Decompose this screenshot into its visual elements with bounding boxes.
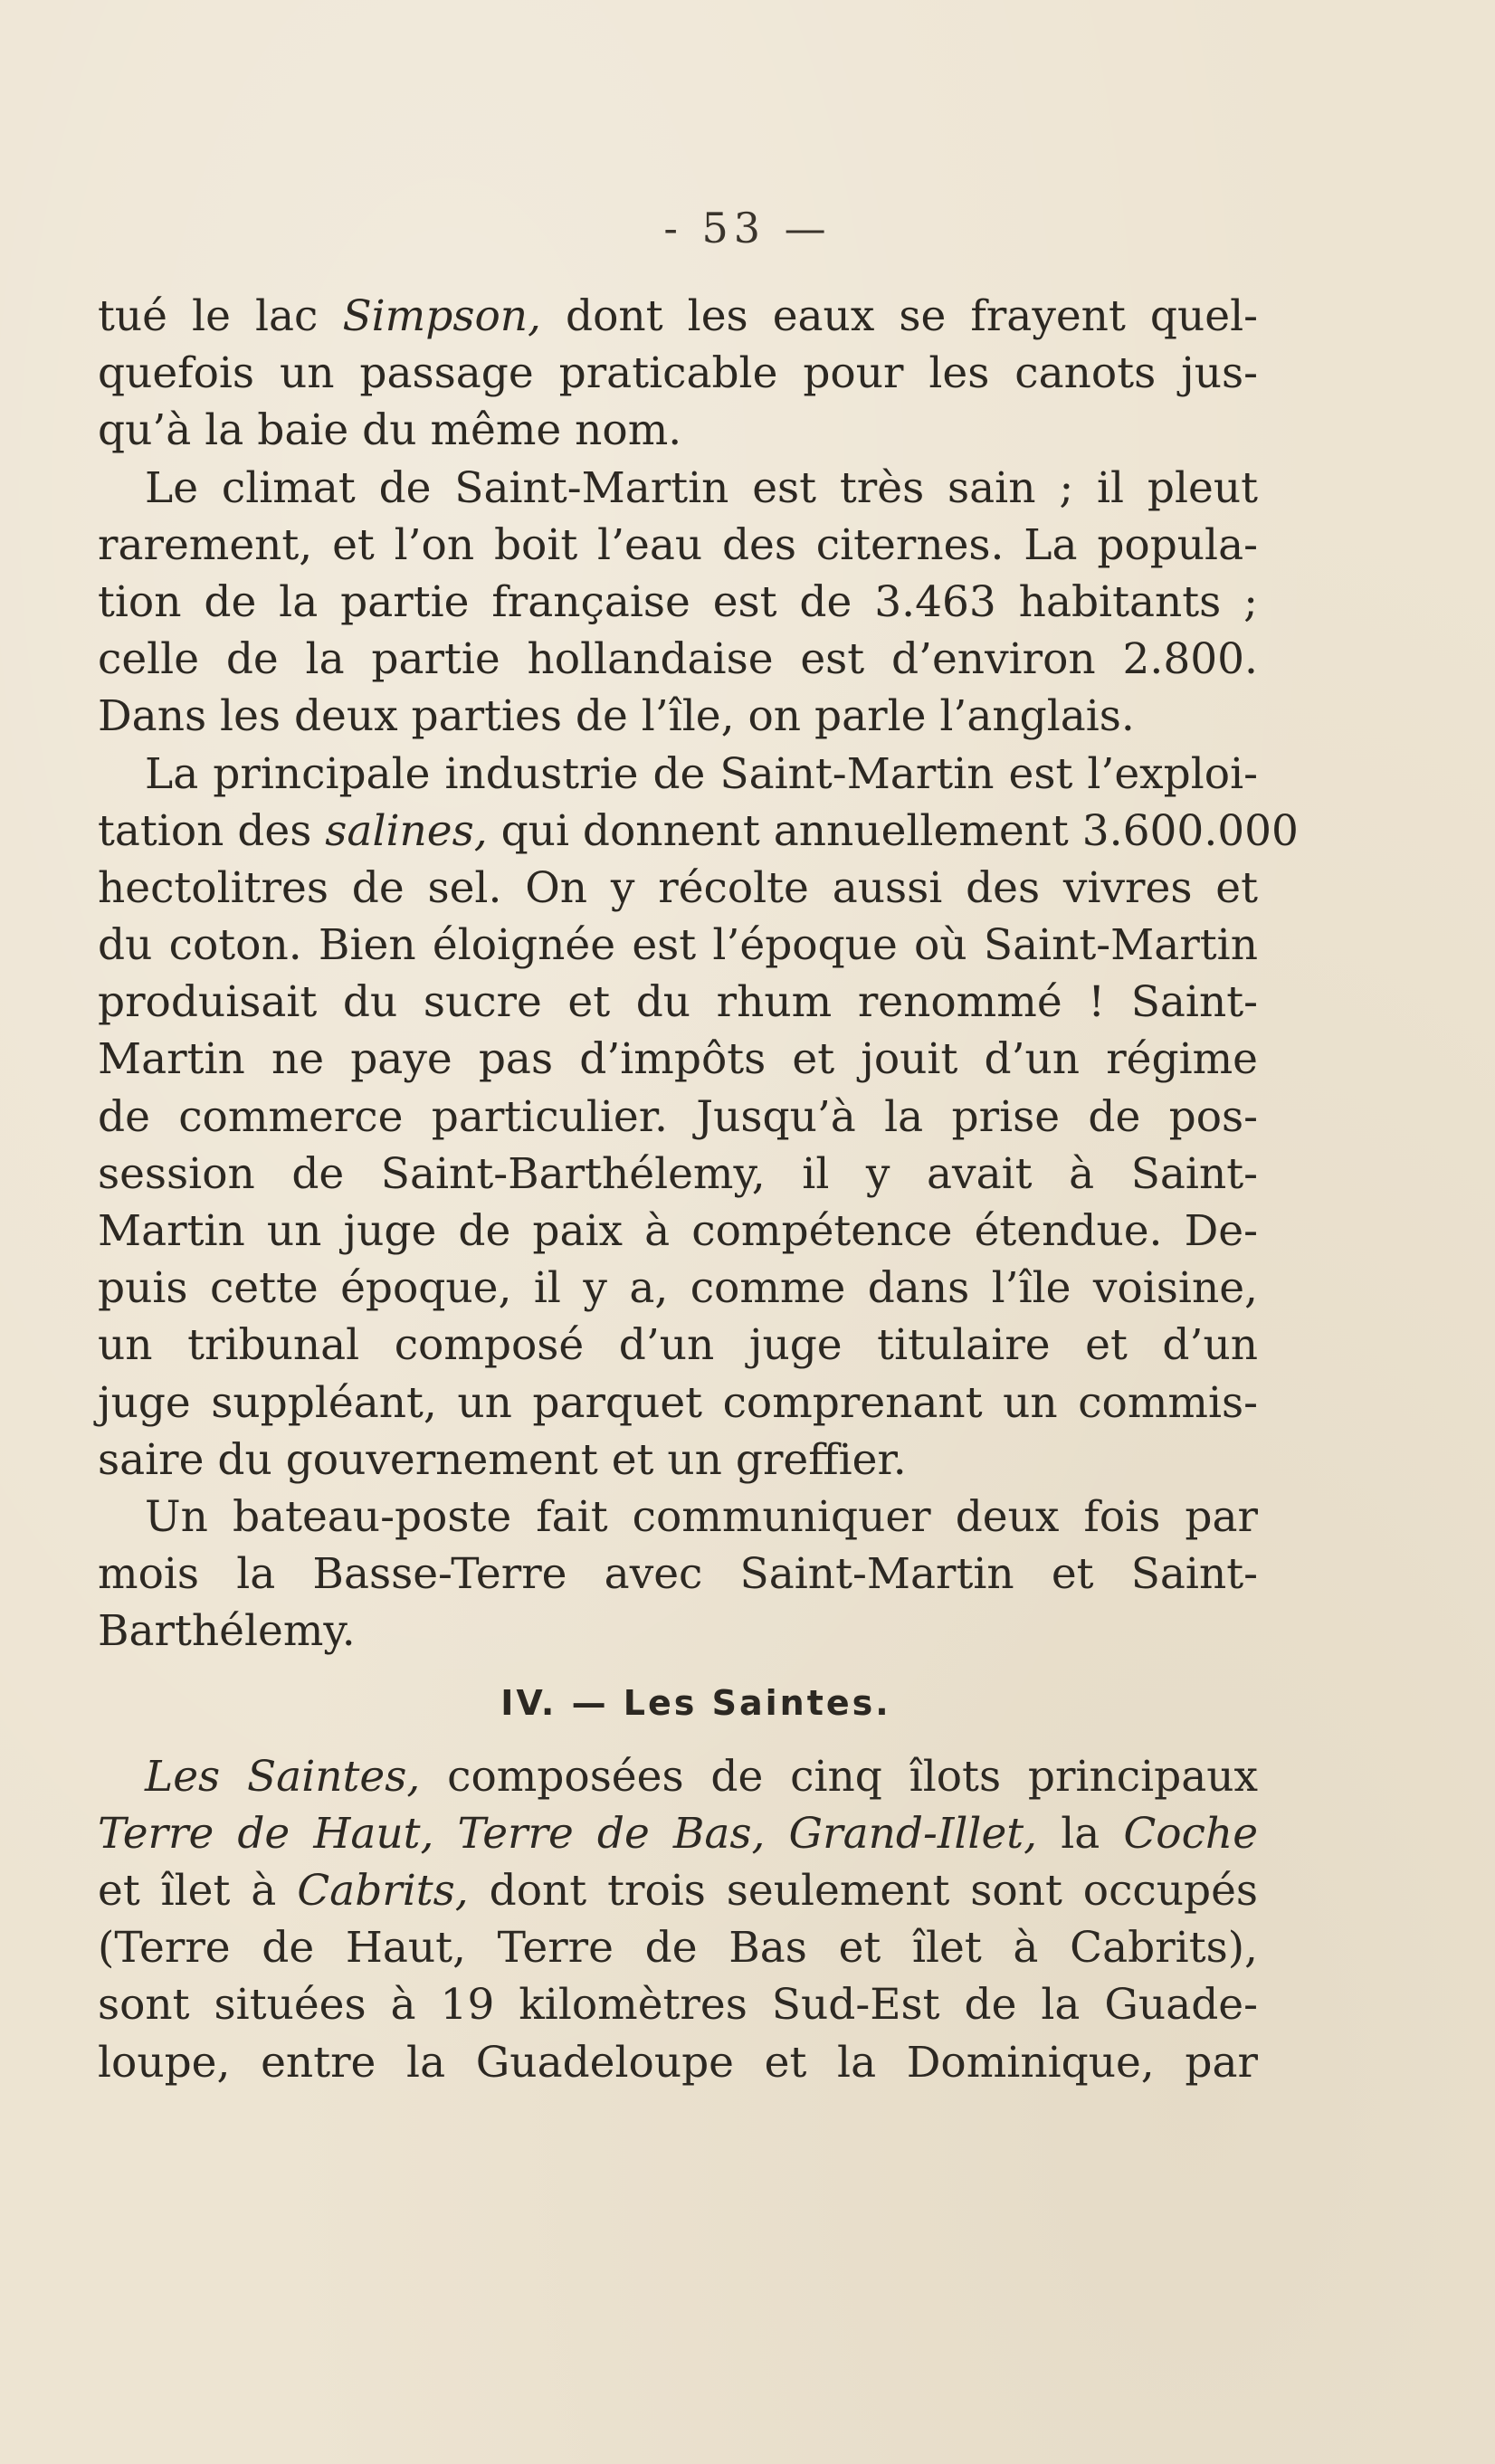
text-line: sont situées à 19 kilomètres Sud-Est de la Guade- bbox=[98, 1980, 1258, 2031]
text-line: La principale industrie de Saint-Martin est l’exploi- bbox=[145, 748, 1258, 799]
text-line: session de Saint-Barthélemy, il y avait à Saint- bbox=[98, 1148, 1258, 1199]
section-heading: IV. — Les Saintes. bbox=[500, 1682, 891, 1723]
text-line: tion de la partie française est de 3.463 habitants ; bbox=[98, 576, 1258, 627]
text-line: quefois un passage praticable pour les canots jus- bbox=[98, 348, 1258, 399]
text-line: juge suppléant, un parquet comprenant un commis- bbox=[98, 1377, 1258, 1428]
text-line: Le climat de Saint-Martin est très sain ; il pleut bbox=[145, 462, 1258, 513]
text-line: Martin ne paye pas d’impôts et jouit d’un régime bbox=[98, 1034, 1258, 1085]
page-number: - 53 — bbox=[663, 204, 832, 252]
text-line: qu’à la baie du même nom. bbox=[98, 405, 682, 456]
text-line: de commerce particulier. Jusqu’à la prise de pos- bbox=[98, 1091, 1258, 1142]
text-line: Martin un juge de paix à compétence étendue. De- bbox=[98, 1206, 1258, 1256]
text-line: mois la Basse-Terre avec Saint-Martin et Saint- bbox=[98, 1549, 1258, 1600]
text-line: celle de la partie hollandaise est d’environ 2.800. bbox=[98, 634, 1258, 685]
text-line: tué le lac Simpson, dont les eaux se frayent quel- bbox=[98, 291, 1259, 341]
text-line: du coton. Bien éloignée est l’époque où Saint-Martin bbox=[98, 920, 1258, 971]
text-line: tation des salines, qui donnent annuellement 3.600.000 bbox=[98, 805, 1299, 856]
text-line: loupe, entre la Guadeloupe et la Dominique, par bbox=[98, 2037, 1258, 2088]
text-line: (Terre de Haut, Terre de Bas et îlet à Cabrits), bbox=[98, 1923, 1258, 1974]
text-line: saire du gouvernement et un greffier. bbox=[98, 1434, 907, 1485]
text-line: hectolitres de sel. On y récolte aussi des vivres et bbox=[98, 862, 1258, 913]
body-text bbox=[98, 288, 1299, 2091]
text-line: Barthélemy. bbox=[98, 1606, 356, 1657]
text-line: Un bateau-poste fait communiquer deux fois par bbox=[145, 1491, 1258, 1542]
text-line: Les Saintes, composées de cinq îlots principaux bbox=[145, 1751, 1258, 1802]
text-line: Terre de Haut, Terre de Bas, Grand-Illet, la Coche bbox=[98, 1808, 1259, 1859]
text-line: produisait du sucre et du rhum renommé ! Saint- bbox=[98, 977, 1258, 1028]
text-line: et îlet à Cabrits, dont trois seulement sont occupés bbox=[98, 1866, 1259, 1917]
text-line: Dans les deux parties de l’île, on parle l’anglais. bbox=[98, 691, 1135, 742]
text-line: rarement, et l’on boit l’eau des citernes. La popula- bbox=[98, 519, 1258, 570]
text-line: un tribunal composé d’un juge titulaire et d’un bbox=[98, 1320, 1258, 1371]
text-line: puis cette époque, il y a, comme dans l’île voisine, bbox=[98, 1263, 1258, 1314]
